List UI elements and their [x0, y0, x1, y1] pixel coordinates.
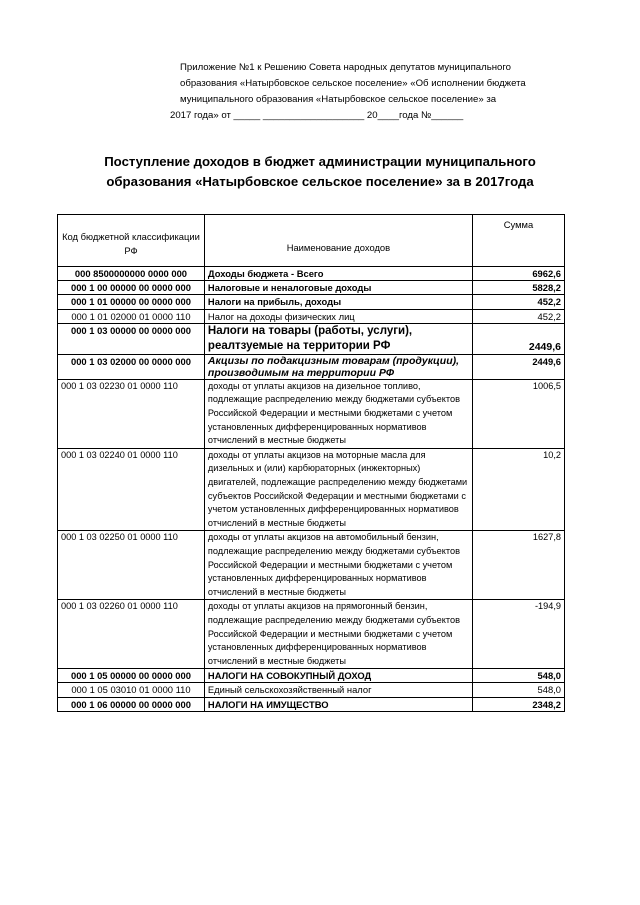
row-code: 000 1 01 02000 01 0000 110: [58, 309, 205, 323]
document-title: [60, 152, 580, 192]
table-row: [58, 379, 565, 448]
row-name: Налоги на товары (работы, услуги), реалтзуемые на территории РФ: [204, 323, 472, 354]
row-sum: 2449,6: [472, 354, 564, 379]
row-name: Налог на доходы физических лиц: [204, 309, 472, 323]
row-sum: 1627,8: [472, 531, 564, 600]
table-row: [58, 267, 565, 281]
row-code: 000 1 06 00000 00 0000 000: [58, 697, 205, 711]
table-row: [58, 683, 565, 697]
row-name: доходы от уплаты акцизов на прямогонный бензин, подлежащие распределению между бюджетами субъектов Российской Федерации и местными бюджетами с учетом установленных дифференцированных нормативов отчислений в местные бюджеты: [204, 600, 472, 669]
title-line: образования «Натырбовское сельское поселение» за в 2017года: [106, 174, 534, 189]
row-name: НАЛОГИ НА ИМУЩЕСТВО: [204, 697, 472, 711]
table-row: [58, 295, 565, 309]
row-name: Налоги на прибыль, доходы: [204, 295, 472, 309]
row-code: 000 1 01 00000 00 0000 000: [58, 295, 205, 309]
row-sum: 1006,5: [472, 379, 564, 448]
table-row: [58, 354, 565, 379]
header-sum: Сумма: [472, 215, 564, 267]
row-code: 000 1 03 02260 01 0000 110: [58, 600, 205, 669]
table-header-row: [58, 215, 565, 267]
table-row: [58, 309, 565, 323]
appendix-line: муниципального образования «Натырбовское сельское поселение» за: [180, 94, 497, 105]
row-name: Единый сельскохозяйственный налог: [204, 683, 472, 697]
row-code: 000 1 03 02250 01 0000 110: [58, 531, 205, 600]
row-sum: 548,0: [472, 683, 564, 697]
row-sum: 452,2: [472, 309, 564, 323]
appendix-line: 2017 года» от _____ ___________________ 20____года №______: [170, 110, 464, 121]
table-row: [58, 323, 565, 354]
row-code: 000 1 05 03010 01 0000 110: [58, 683, 205, 697]
row-sum: 452,2: [472, 295, 564, 309]
row-code: 000 1 03 02000 00 0000 000: [58, 354, 205, 379]
row-sum: 548,0: [472, 669, 564, 683]
row-sum: 6962,6: [472, 267, 564, 281]
table-row: [58, 531, 565, 600]
row-code: 000 8500000000 0000 000: [58, 267, 205, 281]
row-name: НАЛОГИ НА СОВОКУПНЫЙ ДОХОД: [204, 669, 472, 683]
header-name: Наименование доходов: [204, 215, 472, 267]
table-row: [58, 697, 565, 711]
income-table: [57, 214, 565, 712]
row-sum: -194,9: [472, 600, 564, 669]
row-name: доходы от уплаты акцизов на автомобильный бензин, подлежащие распределению между бюджетами субъектов Российской Федерации и местными бюджетами с учетом установленных дифференцированных нормативов отчислений в местные бюджеты: [204, 531, 472, 600]
appendix-note: [170, 60, 590, 124]
appendix-line: образования «Натырбовское сельское поселение» «Об исполнении бюджета: [180, 78, 526, 89]
row-name: Доходы бюджета - Всего: [204, 267, 472, 281]
row-code: 000 1 03 02240 01 0000 110: [58, 448, 205, 531]
table-row: [58, 448, 565, 531]
row-sum: 2449,6: [472, 323, 564, 354]
title-line: Поступление доходов в бюджет администрации муниципального: [104, 154, 536, 169]
row-code: 000 1 05 00000 00 0000 000: [58, 669, 205, 683]
row-sum: 2348,2: [472, 697, 564, 711]
row-name: Налоговые и неналоговые доходы: [204, 281, 472, 295]
row-sum: 10,2: [472, 448, 564, 531]
row-code: 000 1 00 00000 00 0000 000: [58, 281, 205, 295]
table-row: [58, 669, 565, 683]
row-sum: 5828,2: [472, 281, 564, 295]
row-name: доходы от уплаты акцизов на дизельное топливо, подлежащие распределению между бюджетами субъектов Российской Федерации и местными бюджетами с учетом установленных дифференцированных нормативов отчислений в местные бюджеты: [204, 379, 472, 448]
row-name: Акцизы по подакцизным товарам (продукции), производимым на территории РФ: [204, 354, 472, 379]
appendix-line: Приложение №1 к Решению Совета народных депутатов муниципального: [180, 62, 511, 73]
row-code: 000 1 03 02230 01 0000 110: [58, 379, 205, 448]
row-code: 000 1 03 00000 00 0000 000: [58, 323, 205, 354]
row-name: доходы от уплаты акцизов на моторные масла для дизельных и (или) карбюраторных (инжекторных) двигателей, подлежащие распределению между бюджетами субъектов Российской Федерации и местными бюджетами с учетом установленных дифференцированных нормативов отчислений в местные бюджеты: [204, 448, 472, 531]
table-row: [58, 600, 565, 669]
table-row: [58, 281, 565, 295]
header-code: Код бюджетной классификации РФ: [58, 215, 205, 267]
